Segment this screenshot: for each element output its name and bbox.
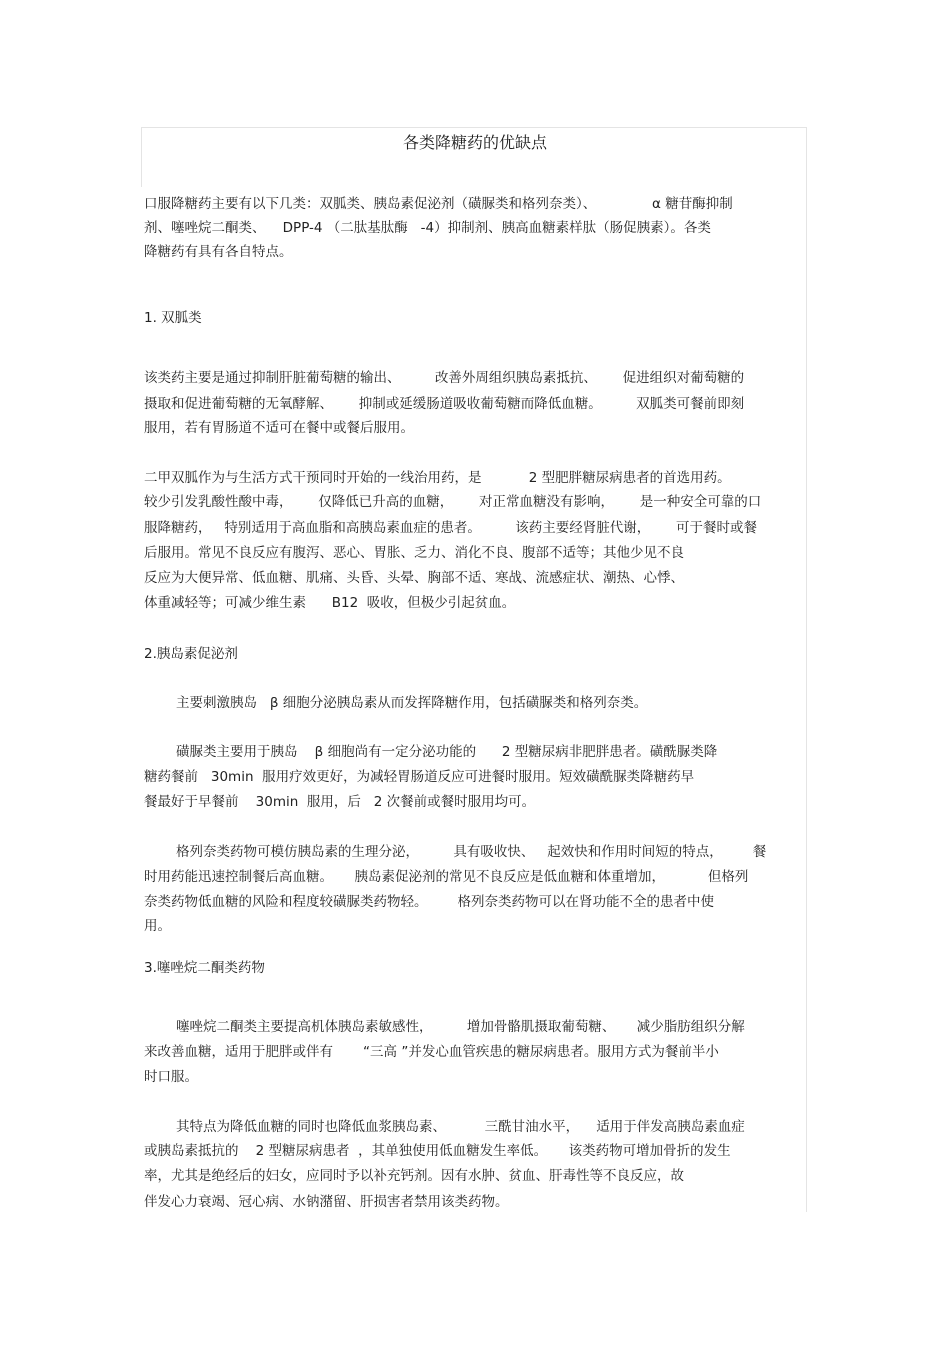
section-2-heading: 2.胰岛素促泌剂 bbox=[144, 646, 238, 662]
section-1-para-1-line: 服用，若有胃肠道不适可在餐中或餐后服用。 bbox=[144, 420, 414, 436]
section-1-para-2-line: 服降糖药， 特别适用于高血脂和高胰岛素血症的患者。 该药主要经肾脏代谢， 可于餐时或餐 bbox=[144, 520, 757, 536]
section-2-para-3-line: 格列奈类药物可模仿胰岛素的生理分泌， 具有吸收快、 起效快和作用时间短的特点， 餐 bbox=[176, 844, 767, 860]
section-2-para-3-line: 时用药能迅速控制餐后高血糖。 胰岛素促泌剂的常见不良反应是低血糖和体重增加， 但格列 bbox=[144, 869, 749, 885]
section-2-para-2-line: 磺脲类主要用于胰岛 β 细胞尚有一定分泌功能的 2 型糖尿病非肥胖患者。磺酰脲类降 bbox=[176, 744, 718, 760]
intro-line: 剂、噻唑烷二酮类、 DPP-4 （二肽基肽酶 -4）抑制剂、胰高血糖素样肽（肠促胰素）。各类 bbox=[144, 220, 711, 236]
section-1-para-2-line: 体重减轻等；可减少维生素 B12 吸收，但极少引起贫血。 bbox=[144, 595, 516, 611]
section-3-para-2-line: 率，尤其是绝经后的妇女，应同时予以补充钙剂。因有水肿、贫血、肝毒性等不良反应，故 bbox=[144, 1168, 684, 1184]
section-3-para-1-line: 来改善血糖，适用于肥胖或伴有 “三高 ”并发心血管疾患的糖尿病患者。服用方式为餐前半小 bbox=[144, 1044, 719, 1060]
section-2-para-3-line: 奈类药物低血糖的风险和程度较磺脲类药物轻。 格列奈类药物可以在肾功能不全的患者中使 bbox=[144, 894, 715, 910]
section-3-para-2-line: 伴发心力衰竭、冠心病、水钠潴留、肝损害者禁用该类药物。 bbox=[144, 1194, 509, 1210]
section-1-para-1-line: 摄取和促进葡萄糖的无氧酵解、 抑制或延缓肠道吸收葡萄糖而降低血糖。 双胍类可餐前即刻 bbox=[144, 396, 745, 412]
section-2-para-3-line: 用。 bbox=[144, 918, 171, 934]
section-3-heading: 3.噻唑烷二酮类药物 bbox=[144, 960, 265, 976]
intro-line: 降糖药有具有各自特点。 bbox=[144, 244, 293, 260]
section-1-para-2-line: 二甲双胍作为与生活方式干预同时开始的一线治用药，是 2 型肥胖糖尿病患者的首选用药。 bbox=[144, 470, 731, 486]
section-2-para-1-line: 主要刺激胰岛 β 细胞分泌胰岛素从而发挥降糖作用，包括磺脲类和格列奈类。 bbox=[176, 695, 648, 711]
section-3-para-1-line: 噻唑烷二酮类主要提高机体胰岛素敏感性， 增加骨骼肌摄取葡萄糖、 减少脂肪组织分解 bbox=[176, 1019, 745, 1035]
section-1-para-2-line: 后服用。常见不良反应有腹泻、恶心、胃胀、乏力、消化不良、腹部不适等；其他少见不良 bbox=[144, 545, 684, 561]
section-1-para-1-line: 该类药主要是通过抑制肝脏葡萄糖的输出、 改善外周组织胰岛素抵抗、 促进组织对葡萄糖的 bbox=[144, 370, 745, 386]
section-1-para-2-line: 较少引发乳酸性酸中毒， 仅降低已升高的血糖， 对正常血糖没有影响， 是一种安全可靠的口 bbox=[144, 494, 762, 510]
section-2-para-2-line: 糖药餐前 30min 服用疗效更好，为减轻胃肠道反应可进餐时服用。短效磺酰脲类降糖药早 bbox=[144, 769, 695, 785]
section-3-para-2-line: 其特点为降低血糖的同时也降低血浆胰岛素、 三酰甘油水平， 适用于伴发高胰岛素血症 bbox=[176, 1119, 745, 1135]
document-title: 各类降糖药的优缺点 bbox=[402, 133, 547, 152]
section-1-para-2-line: 反应为大便异常、低血糖、肌痛、头昏、头晕、胸部不适、寒战、流感症状、潮热、心悸、 bbox=[144, 570, 684, 586]
section-2-para-2-line: 餐最好于早餐前 30min 服用，后 2 次餐前或餐时服用均可。 bbox=[144, 794, 536, 810]
page-frame-top-border bbox=[141, 127, 807, 128]
section-3-para-2-line: 或胰岛素抵抗的 2 型糖尿病患者 ，其单独使用低血糖发生率低。 该类药物可增加骨折的发生 bbox=[144, 1143, 731, 1159]
intro-line: 口服降糖药主要有以下几类：双胍类、胰岛素促泌剂（磺脲类和格列奈类）、 α 糖苷酶抑制 bbox=[144, 196, 733, 212]
section-1-heading: 1. 双胍类 bbox=[144, 310, 202, 326]
section-3-para-1-line: 时口服。 bbox=[144, 1069, 198, 1085]
page-frame-right-border bbox=[806, 127, 807, 1212]
